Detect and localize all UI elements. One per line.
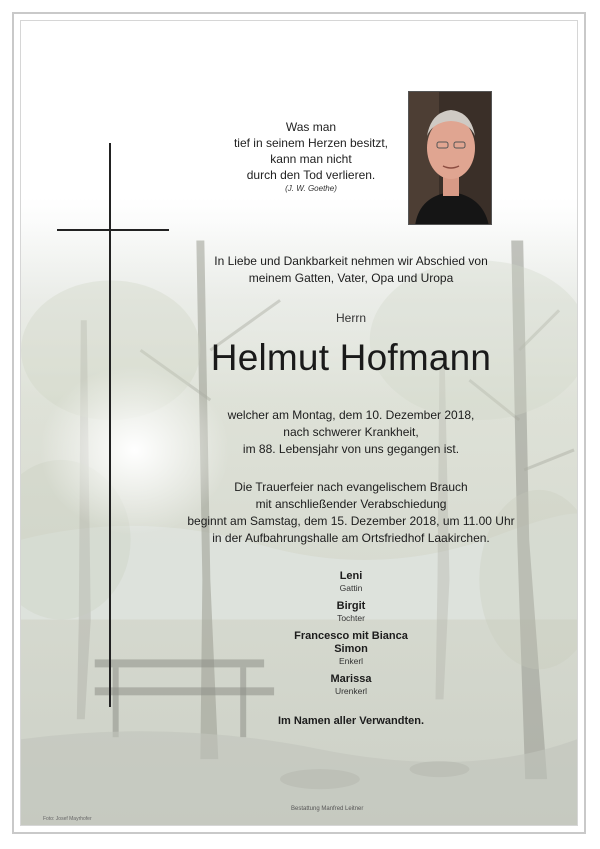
salutation: Herrn	[335, 311, 366, 325]
service-line: in der Aufbahrungshalle am Ortsfriedhof Laakirchen.	[212, 531, 490, 545]
obituary-card	[20, 20, 578, 826]
deceased-name: Helmut Hofmann	[210, 337, 492, 378]
intro-line: In Liebe und Dankbarkeit nehmen wir Abschied von	[214, 254, 488, 268]
service-line: Die Trauerfeier nach evangelischem Brauch	[234, 480, 468, 494]
mourner-entry	[251, 630, 451, 667]
mourner-name: Birgit	[336, 600, 366, 612]
farewell-intro	[151, 253, 551, 287]
mourner-name: Marissa	[330, 673, 372, 685]
photo-credit: Foto: Josef Mayrhofer	[43, 816, 92, 822]
quote-author: (J. W. Goethe)	[285, 184, 337, 193]
mourner-name: Francesco mit Bianca	[294, 630, 408, 642]
funeral-home-credit: Bestattung Manfred Leitner	[291, 806, 364, 812]
service-line: beginnt am Samstag, dem 15. Dezember 2018, um 11.00 Uhr	[187, 514, 515, 528]
mourner-relation: Gattin	[339, 583, 363, 593]
quote-line: tief in seinem Herzen besitzt,	[233, 136, 389, 150]
quote-line: Was man	[285, 120, 337, 134]
death-line: welcher am Montag, dem 10. Dezember 2018,	[227, 408, 475, 422]
mourner-entry	[251, 673, 451, 697]
service-line: mit anschließender Verabschiedung	[255, 497, 447, 511]
death-line: im 88. Lebensjahr von uns gegangen ist.	[242, 442, 460, 456]
memorial-cross-vertical	[109, 143, 111, 707]
memorial-quote	[191, 119, 431, 195]
mourner-relation: Enkerl	[338, 656, 364, 666]
deceased-portrait-photo	[408, 91, 492, 225]
quote-line: kann man nicht	[270, 152, 352, 166]
mourner-entry	[251, 570, 451, 594]
death-line: nach schwerer Krankheit,	[283, 425, 419, 439]
memorial-cross-horizontal	[57, 229, 169, 231]
mourner-relation: Urenkerl	[334, 686, 368, 696]
death-notice	[151, 407, 551, 458]
intro-line: meinem Gatten, Vater, Opa und Uropa	[248, 271, 454, 285]
funeral-service-info	[131, 479, 571, 547]
quote-line: durch den Tod verlieren.	[246, 168, 376, 182]
mourner-entry	[251, 600, 451, 624]
mourner-name: Leni	[339, 570, 363, 582]
mourners-list	[251, 570, 451, 703]
mourner-name: Simon	[334, 643, 368, 655]
mourner-relation: Tochter	[337, 613, 365, 623]
closing-line: Im Namen aller Verwandten.	[277, 715, 425, 727]
